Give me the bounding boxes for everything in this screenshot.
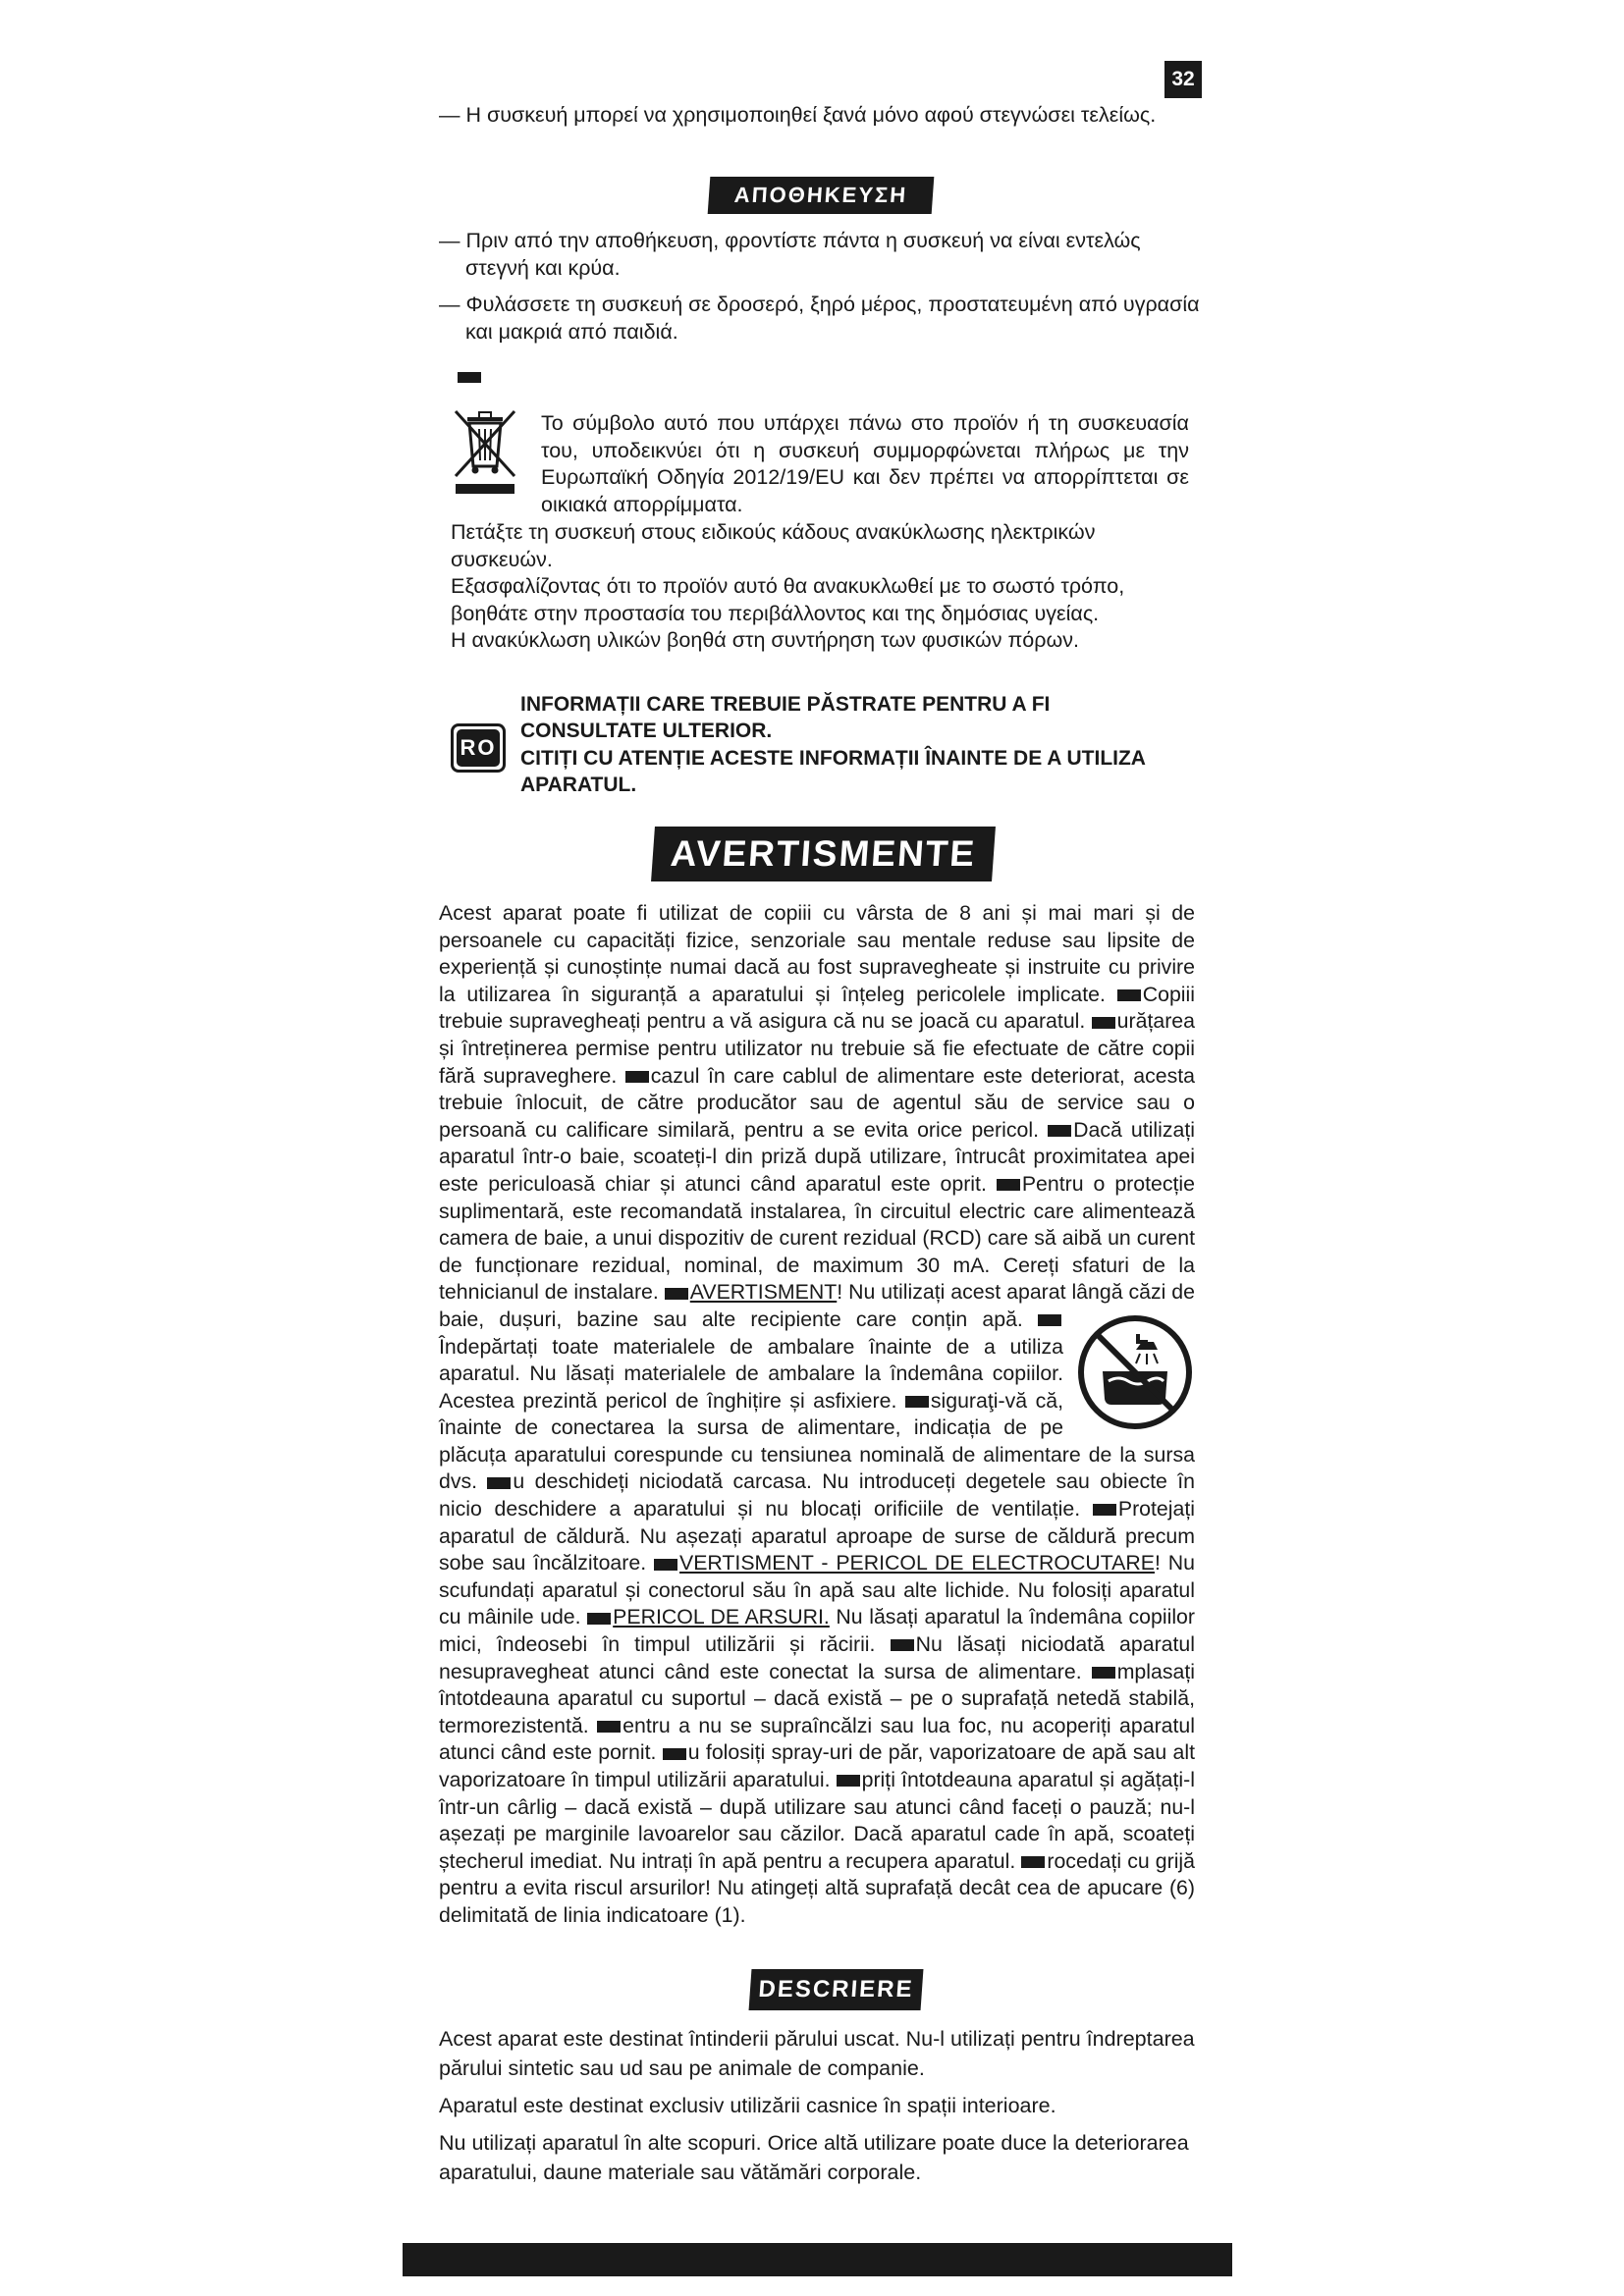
storage-bullets (439, 228, 1200, 355)
bullet-marker (891, 1639, 914, 1651)
warning-label: VERTISMENT - PERICOL DE ELECTROCUTARE (679, 1551, 1155, 1575)
bullet-marker (487, 1477, 511, 1489)
warning-text: u folosiți spray-uri de păr, vaporizatoare de apă sau alt vaporizatoare în timpul utilizării aparatului. (439, 1740, 1195, 1791)
weee-paragraph: Η ανακύκλωση υλικών βοηθά στη συντήρηση των φυσικών πόρων. (451, 628, 1079, 653)
warning-label: PERICOL DE ARSURI. (613, 1605, 830, 1629)
warning-text: entru a nu se supraîncălzi sau lua foc, nu acoperiți aparatul atunci când este pornit. (439, 1713, 1196, 1765)
warning-text: Nu lăsați aparatul la îndemâna copiilor mici, îndeosebi în timpul utilizării și răcirii. (439, 1605, 1195, 1657)
storage-heading: ΑΠΟΘΗΚΕΥΣΗ (708, 177, 935, 214)
warning-label: AVERTISMENT (689, 1280, 838, 1305)
bullet-marker (1021, 1856, 1045, 1868)
section-marker (458, 372, 481, 383)
bullet-marker (625, 1071, 649, 1083)
warning-text: ! Nu scufundați aparatul și conectorul său în apă sau alte lichide. Nu folosiți aparatul cu mâinile ude. (439, 1551, 1195, 1629)
crossed-out-wheelie-bin-icon (450, 409, 520, 500)
warning-text: mplasați întotdeauna aparatul cu suportul – dacă există – pe o suprafață netedă stabilă, termorezistentă. (439, 1659, 1195, 1737)
warning-text: Dacă utilizați aparatul într-o baie, scoateți-l din priză după utilizare, întrucât proximitatea apei este periculoasă chiar și atunci când aparatul este oprit. (439, 1117, 1196, 1196)
description-paragraph: Nu utilizați aparatul în alte scopuri. Orice altă utilizare poate duce la deteriorarea aparatului, daune materiale sau vătămări corporale. (439, 2131, 1189, 2185)
language-badge (451, 723, 506, 773)
warning-text: Protejați aparatul de căldură. Nu așezați aparatul aproape de surse de căldură precum sobe sau încălzitoare. (439, 1497, 1195, 1575)
bullet-marker (905, 1396, 929, 1408)
bullet-marker (587, 1613, 611, 1625)
warning-text: u deschideți niciodată carcasa. Nu introduceți degetele sau obiecte în nicio deschidere a aparatului și nu blocați orificiile de ventilație. (439, 1469, 1196, 1522)
bullet-marker (597, 1721, 621, 1733)
warning-text: Copiii trebuie supravegheați pentru a vă asigura că nu se joacă cu aparatul. (439, 982, 1195, 1034)
no-use-near-water-icon (1075, 1312, 1195, 1432)
bullet-marker (997, 1179, 1020, 1191)
bullet-marker (1038, 1314, 1061, 1326)
warning-text: ! Nu utilizați acest aparat lângă căzi de baie, dușuri, bazine sau alte recipiente care conțin apă. (439, 1280, 1195, 1331)
warning-text: cazul în care cablul de alimentare este deteriorat, acesta trebuie înlocuit, de către producător sau de agentul său de service sau o persoană cu calificare similară, pentru a se evita orice pericol. (439, 1063, 1195, 1142)
description-body (439, 2024, 1200, 2195)
footer-bar (403, 2243, 1232, 2276)
warning-text: Nu lăsați niciodată aparatul nesupravegheat atunci când este conectat la sursa de alimentare. (439, 1632, 1196, 1683)
description-heading: DESCRIERE (749, 1969, 924, 2010)
bullet-marker (837, 1775, 860, 1787)
bullet-marker (1048, 1125, 1071, 1137)
ro-header-line: CITIȚI CU ATENȚIE ACESTE INFORMAȚII ÎNAINTE DE A UTILIZA APARATUL. (520, 746, 1146, 796)
warning-text: Pentru o protecție suplimentară, este recomandată instalarea, în circuitul electric care alimentează camera de baie, a unui dispozitiv de curent rezidual (RCD) care să aibă un curent de funcționare rezidual, nominal, de maximum 30 mA. Cereți sfaturi de la tehnicianul de instalare. (439, 1171, 1195, 1305)
warning-text: priți întotdeauna aparatul și agățați-l într-un cârlig – dacă există – după utilizare sau atunci când faceți o pauză; nu-l așezați pe marginile lavoarelor sau căzilor. Dacă aparatul cade în apă, scoateți ștecherul imediat. Nu intrați în apă pentru a recupera aparatul. (439, 1768, 1195, 1873)
storage-bullet: — Φυλάσσετε τη συσκευή σε δροσερό, ξηρό μέρος, προστατευμένη από υγρασία και μακριά από παιδιά. (439, 293, 1200, 344)
storage-bullet: — Πριν από την αποθήκευση, φροντίστε πάντα η συσκευή να είναι εντελώς στεγνή και κρύα. (439, 229, 1141, 280)
description-paragraph: Aparatul este destinat exclusiv utilizării casnice în spații interioare. (439, 2094, 1056, 2118)
bullet-marker (1092, 1017, 1115, 1029)
description-paragraph: Acest aparat este destinat întinderii părului uscat. Nu-l utilizați pentru îndreptarea părului sintetic sau ud sau pe animale de companie. (439, 2027, 1195, 2081)
warning-text: urățarea și întreținerea permise pentru utilizator nu trebuie să fie efectuate de către copii fără supraveghere. (439, 1009, 1195, 1088)
greek-intro (439, 102, 1200, 139)
bullet-marker (665, 1288, 688, 1300)
weee-paragraph: Εξασφαλίζοντας ότι το προϊόν αυτό θα ανακυκλωθεί με το σωστό τρόπο, βοηθάτε στην προστασία του περιβάλλοντος και της δημόσιας υγείας. (451, 574, 1125, 625)
ro-header (520, 691, 1149, 798)
intro-bullet: — Η συσκευή μπορεί να χρησιμοποιηθεί ξανά μόνο αφού στεγνώσει τελείως. (439, 103, 1157, 127)
bullet-marker (1117, 989, 1141, 1001)
bullet-marker (654, 1559, 677, 1571)
warnings-heading: AVERTISMENTE (651, 827, 996, 881)
bullet-marker (663, 1748, 686, 1760)
weee-paragraph: Πετάξτε τη συσκευή στους ειδικούς κάδους ανακύκλωσης ηλεκτρικών συσκευών. (451, 520, 1096, 571)
page-number: 32 (1164, 61, 1202, 98)
weee-text: Το σύμβολο αυτό που υπάρχει πάνω στο προϊόν ή τη συσκευασία του, υποδεικνύει ότι η συσκευή συμμορφώνεται πλήρως με την Ευρωπαϊκή Οδηγία 2012/19/EU και δεν πρέπει να απορρίπτεται σε οικιακά απορρίμματα. (541, 411, 1189, 516)
language-code: RO (457, 729, 500, 767)
warning-text: rocedați cu grijă pentru a evita riscul arsurilor! Nu atingeți altă suprafață decât cea de apucare (6) delimitată de linia indicatoare (1). (439, 1848, 1196, 1927)
warnings-body (439, 900, 1195, 1930)
warning-text: Acest aparat poate fi utilizat de copiii cu vârsta de 8 ani și mai mari și de persoanele cu capacități fizice, senzoriale sau mentale reduse sau lipsite de experiență și cunoștințe numai dacă au fost supravegheate și instruite cu privire la utilizarea în siguranță a aparatului și înțeleg pericolele implicate. (439, 901, 1195, 1006)
bullet-marker (1092, 1667, 1115, 1679)
warning-text: siguraţi-vă că, înainte de conectarea la sursa de alimentare, indicația de pe plăcuța aparatului corespunde cu tensiunea nominală de alimentare de la sursa dvs. (439, 1388, 1195, 1494)
weee-after (451, 519, 1192, 655)
bullet-marker (1093, 1504, 1116, 1516)
warning-text: Îndepărtați toate materialele de ambalare înainte de a utiliza aparatul. Nu lăsați materialele de ambalare la îndemâna copiilor. Acestea prezintă pericol de înghițire și asfixiere. (439, 1334, 1063, 1413)
ro-header-line: INFORMAȚII CARE TREBUIE PĂSTRATE PENTRU A FI CONSULTATE ULTERIOR. (520, 693, 1051, 743)
